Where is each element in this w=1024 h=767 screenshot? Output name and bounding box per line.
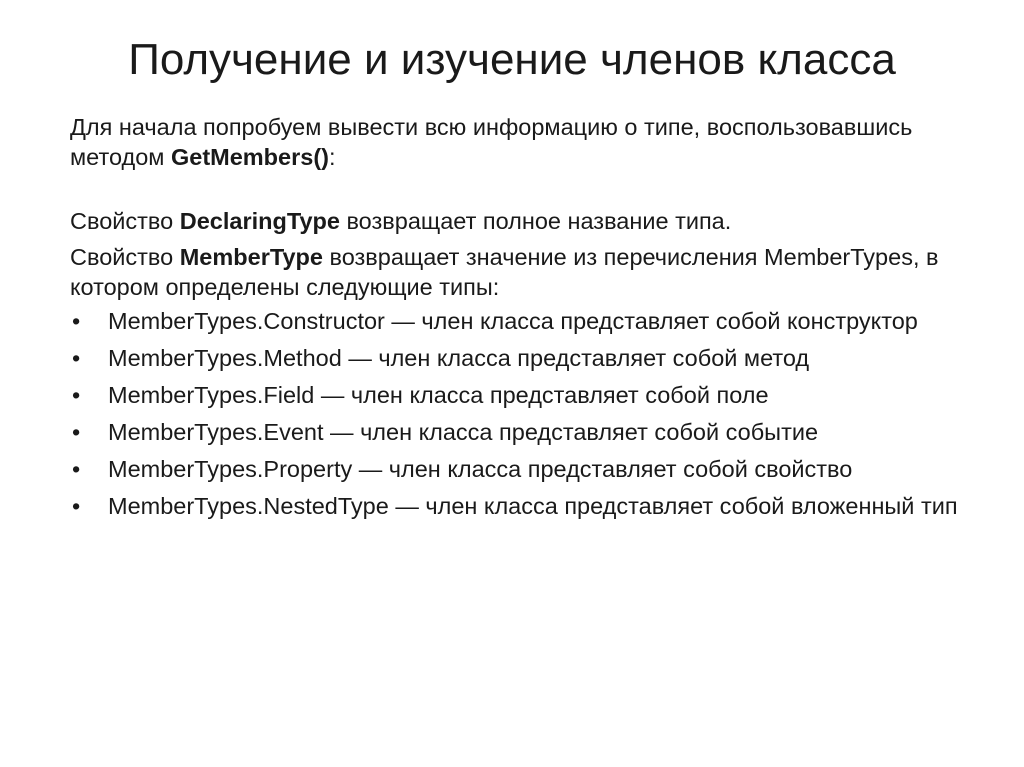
bullet-icon: • bbox=[72, 493, 81, 519]
slide-content bbox=[70, 112, 980, 528]
list-item-text: MemberTypes.Field — член класса представляет собой поле bbox=[108, 382, 769, 408]
list-item-text: MemberTypes.Event — член класса представляет собой событие bbox=[108, 419, 819, 445]
list-item-text: MemberTypes.Property — член класса представляет собой свойство bbox=[108, 456, 853, 482]
member-type-prefix: Свойство bbox=[70, 244, 180, 270]
intro-text: Для начала попробуем вывести всю информацию о типе, воспользовавшись методом bbox=[70, 114, 913, 170]
member-type-suffix: возвращает значение из перечисления MemberTypes, в котором определены следующие типы: bbox=[70, 244, 939, 300]
member-type-name: MemberType bbox=[179, 244, 323, 270]
getmembers-method: GetMembers() bbox=[170, 144, 329, 170]
list-item-text: MemberTypes.Method — член класса представляет собой метод bbox=[108, 345, 810, 371]
intro-colon: : bbox=[328, 144, 336, 170]
list-item bbox=[70, 306, 980, 336]
list-item bbox=[70, 343, 980, 373]
bullet-icon: • bbox=[72, 345, 81, 371]
bullet-icon: • bbox=[72, 308, 81, 334]
member-types-list bbox=[70, 306, 980, 521]
list-item bbox=[70, 491, 980, 521]
list-item bbox=[70, 454, 980, 484]
list-item-text: MemberTypes.Constructor — член класса представляет собой конструктор bbox=[108, 308, 918, 334]
slide-title: Получение и изучение членов класса bbox=[128, 35, 896, 84]
declaring-type-paragraph bbox=[70, 206, 980, 236]
declaring-type-name: DeclaringType bbox=[179, 208, 340, 234]
bullet-icon: • bbox=[72, 456, 81, 482]
member-type-paragraph bbox=[70, 242, 980, 302]
declaring-type-suffix: возвращает полное название типа. bbox=[339, 208, 732, 234]
bullet-icon: • bbox=[72, 419, 81, 445]
list-item-text: MemberTypes.NestedType — член класса представляет собой вложенный тип bbox=[108, 493, 958, 519]
intro-paragraph bbox=[70, 112, 980, 172]
declaring-type-prefix: Свойство bbox=[70, 208, 180, 234]
bullet-icon: • bbox=[72, 382, 81, 408]
list-item bbox=[70, 380, 980, 410]
list-item bbox=[70, 417, 980, 447]
